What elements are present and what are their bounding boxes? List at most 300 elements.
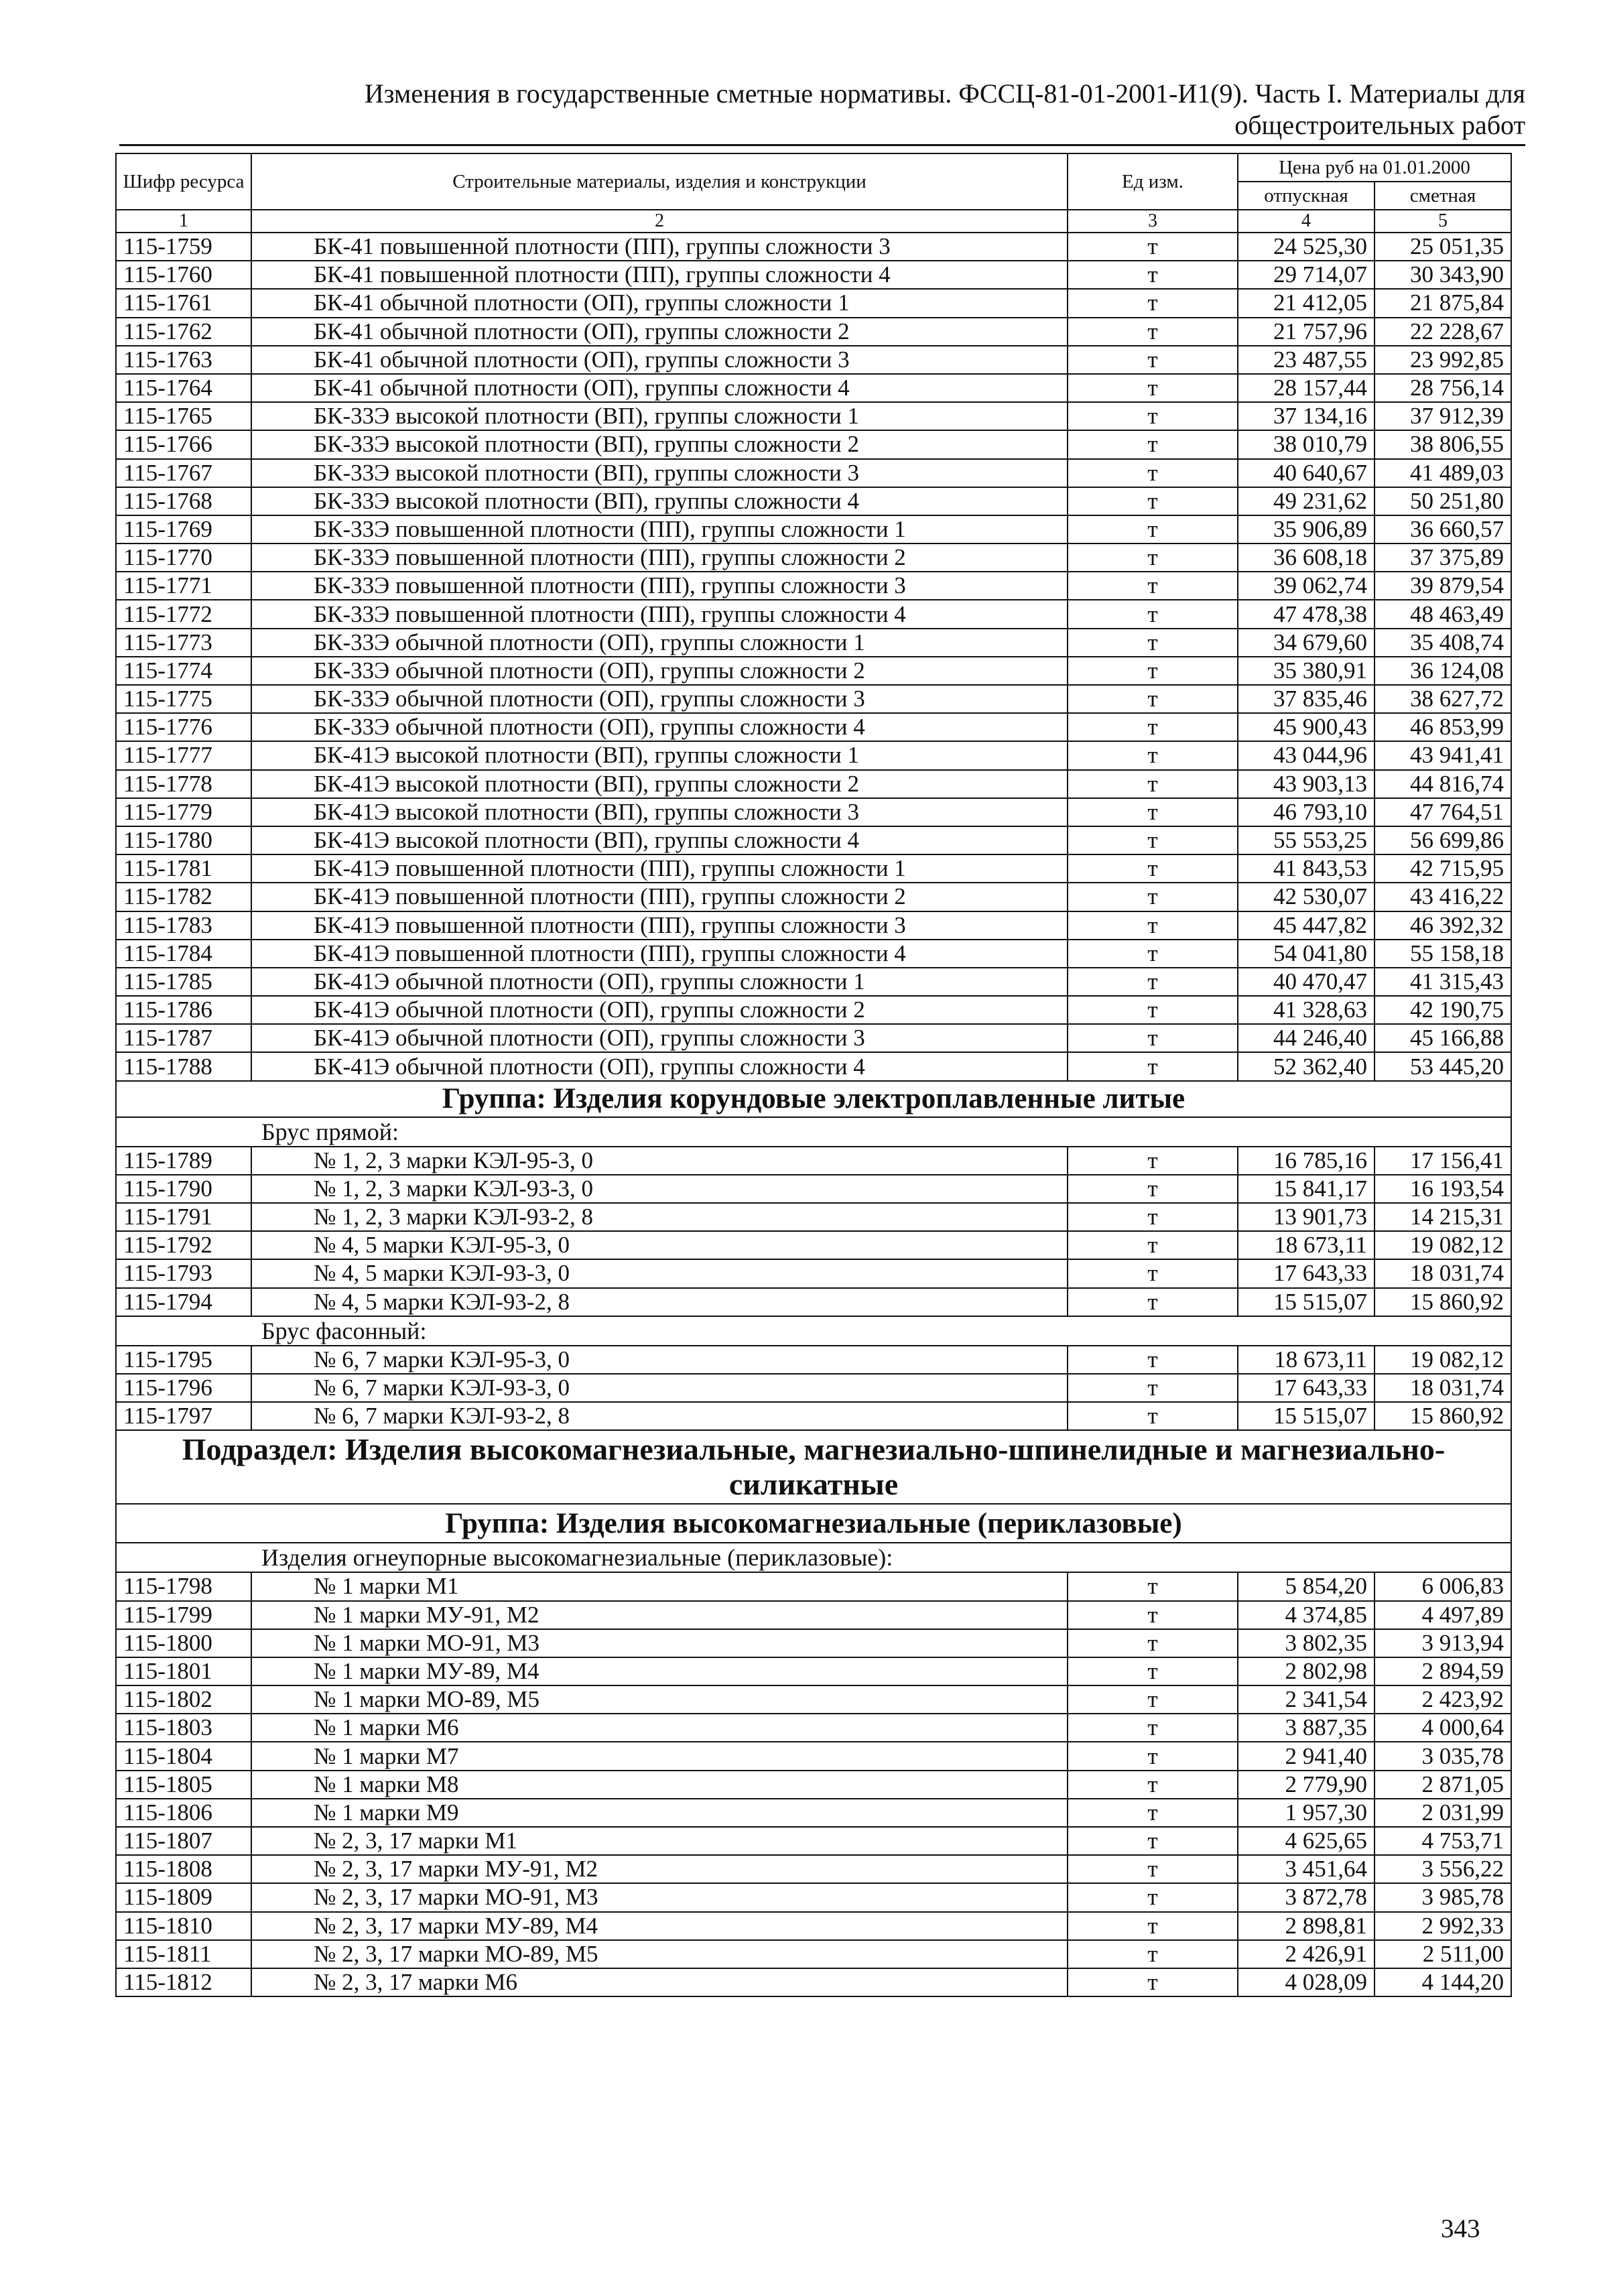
cell-name: БК-41Э обычной плотности (ОП), группы сложности 1: [251, 968, 1068, 996]
cell-release: 4 028,09: [1238, 1968, 1374, 1996]
cell-code: 115-1791: [116, 1203, 251, 1231]
cell-code: 115-1766: [116, 430, 251, 458]
cell-code: 115-1806: [116, 1799, 251, 1827]
table-row: [116, 1259, 1511, 1287]
table-row: [116, 515, 1511, 544]
cell-estimate: 36 660,57: [1374, 515, 1511, 544]
cell-estimate: 44 816,74: [1374, 770, 1511, 798]
cell-unit: т: [1068, 826, 1238, 854]
cell-name: № 1 марки МО-91, М3: [251, 1629, 1068, 1657]
cell-name: БК-33Э повышенной плотности (ПП), группы сложности 2: [251, 544, 1068, 572]
cell-release: 23 487,55: [1238, 346, 1374, 374]
cell-code: 115-1784: [116, 940, 251, 968]
cell-name: № 1 марки М1: [251, 1572, 1068, 1600]
cell-estimate: 14 215,31: [1374, 1203, 1511, 1231]
cell-name: № 1, 2, 3 марки КЭЛ-93-3, 0: [251, 1175, 1068, 1203]
table-row: [116, 1572, 1511, 1600]
table-row: [116, 1231, 1511, 1259]
cell-code: 115-1761: [116, 289, 251, 317]
cell-name: БК-33Э высокой плотности (ВП), группы сложности 4: [251, 487, 1068, 515]
cell-release: 15 515,07: [1238, 1288, 1374, 1316]
table-row: [116, 1771, 1511, 1799]
cell-name: № 1, 2, 3 марки КЭЛ-93-2, 8: [251, 1203, 1068, 1231]
cell-estimate: 4 753,71: [1374, 1827, 1511, 1855]
cell-estimate: 2 871,05: [1374, 1771, 1511, 1799]
cell-release: 47 478,38: [1238, 600, 1374, 628]
cell-release: 49 231,62: [1238, 487, 1374, 515]
cell-code: 115-1808: [116, 1855, 251, 1883]
table-row: [116, 826, 1511, 854]
cell-estimate: 38 806,55: [1374, 430, 1511, 458]
cell-name: БК-41 обычной плотности (ОП), группы сложности 2: [251, 318, 1068, 346]
table-row: [116, 1742, 1511, 1770]
cell-estimate: 19 082,12: [1374, 1346, 1511, 1374]
col-header-code-text: Шифр ресурса: [123, 171, 245, 192]
cell-code: 115-1763: [116, 346, 251, 374]
cell-unit: т: [1068, 1855, 1238, 1883]
cell-unit: т: [1068, 1402, 1238, 1430]
cell-name: № 2, 3, 17 марки МУ-91, М2: [251, 1855, 1068, 1883]
table-row: [116, 233, 1511, 261]
cell-unit: т: [1068, 1024, 1238, 1052]
cell-release: 40 640,67: [1238, 459, 1374, 487]
cell-code: 115-1776: [116, 713, 251, 741]
cell-release: 41 843,53: [1238, 854, 1374, 883]
cell-estimate: 42 715,95: [1374, 854, 1511, 883]
cell-unit: т: [1068, 1799, 1238, 1827]
subgroup-heading: Изделия огнеупорные высокомагнезиальные (периклазовые):: [116, 1543, 1511, 1572]
cell-release: 52 362,40: [1238, 1052, 1374, 1080]
column-numbers-row: [116, 210, 1511, 233]
cell-code: 115-1789: [116, 1147, 251, 1175]
cell-estimate: 22 228,67: [1374, 318, 1511, 346]
cell-code: 115-1797: [116, 1402, 251, 1430]
cell-unit: т: [1068, 1657, 1238, 1685]
cell-unit: т: [1068, 911, 1238, 940]
cell-name: БК-41 повышенной плотности (ПП), группы сложности 4: [251, 261, 1068, 289]
cell-release: 36 608,18: [1238, 544, 1374, 572]
cell-release: 24 525,30: [1238, 233, 1374, 261]
cell-code: 115-1759: [116, 233, 251, 261]
cell-estimate: 39 879,54: [1374, 572, 1511, 600]
cell-release: 17 643,33: [1238, 1374, 1374, 1402]
cell-name: БК-41Э высокой плотности (ВП), группы сложности 2: [251, 770, 1068, 798]
cell-estimate: 2 031,99: [1374, 1799, 1511, 1827]
cell-unit: т: [1068, 318, 1238, 346]
cell-estimate: 2 511,00: [1374, 1940, 1511, 1968]
cell-name: № 4, 5 марки КЭЛ-93-2, 8: [251, 1288, 1068, 1316]
col-header-price-group: Цена руб на 01.01.2000: [1238, 153, 1511, 182]
cell-unit: т: [1068, 996, 1238, 1024]
cell-name: № 2, 3, 17 марки МО-89, М5: [251, 1940, 1068, 1968]
table-row: [116, 629, 1511, 657]
cell-release: 18 673,11: [1238, 1346, 1374, 1374]
cell-release: 3 451,64: [1238, 1855, 1374, 1883]
table-row: [116, 657, 1511, 685]
cell-unit: т: [1068, 1685, 1238, 1714]
cell-estimate: 46 392,32: [1374, 911, 1511, 940]
cell-release: 37 835,46: [1238, 685, 1374, 713]
cell-code: 115-1769: [116, 515, 251, 544]
table-row: [116, 854, 1511, 883]
cell-code: 115-1770: [116, 544, 251, 572]
header-rule: [119, 144, 1525, 146]
table-row: [116, 459, 1511, 487]
cell-release: 2 341,54: [1238, 1685, 1374, 1714]
cell-unit: т: [1068, 770, 1238, 798]
cell-estimate: 6 006,83: [1374, 1572, 1511, 1600]
cell-unit: т: [1068, 430, 1238, 458]
cell-release: 4 374,85: [1238, 1601, 1374, 1629]
cell-estimate: 37 375,89: [1374, 544, 1511, 572]
cell-release: 2 426,91: [1238, 1940, 1374, 1968]
cell-unit: т: [1068, 515, 1238, 544]
cell-code: 115-1760: [116, 261, 251, 289]
cell-code: 115-1762: [116, 318, 251, 346]
cell-estimate: 3 035,78: [1374, 1742, 1511, 1770]
cell-name: БК-33Э повышенной плотности (ПП), группы сложности 4: [251, 600, 1068, 628]
cell-estimate: 3 985,78: [1374, 1883, 1511, 1911]
cell-estimate: 2 992,33: [1374, 1912, 1511, 1940]
cell-release: 21 757,96: [1238, 318, 1374, 346]
cell-code: 115-1802: [116, 1685, 251, 1714]
col-header-code: [116, 153, 251, 210]
cell-estimate: 47 764,51: [1374, 798, 1511, 826]
subgroup-heading-row: [116, 1543, 1511, 1572]
table-row: [116, 544, 1511, 572]
cell-code: 115-1809: [116, 1883, 251, 1911]
col-header-name: Строительные материалы, изделия и конструкции: [251, 153, 1068, 210]
cell-code: 115-1799: [116, 1601, 251, 1629]
cell-estimate: 45 166,88: [1374, 1024, 1511, 1052]
cell-estimate: 41 489,03: [1374, 459, 1511, 487]
cell-code: 115-1805: [116, 1771, 251, 1799]
cell-unit: т: [1068, 1771, 1238, 1799]
table-row: [116, 1827, 1511, 1855]
section-heading-row: [116, 1430, 1511, 1504]
cell-code: 115-1792: [116, 1231, 251, 1259]
cell-name: № 6, 7 марки КЭЛ-95-3, 0: [251, 1346, 1068, 1374]
table-row: [116, 1203, 1511, 1231]
cell-name: БК-33Э высокой плотности (ВП), группы сложности 1: [251, 402, 1068, 430]
cell-name: БК-33Э высокой плотности (ВП), группы сложности 3: [251, 459, 1068, 487]
cell-estimate: 28 756,14: [1374, 374, 1511, 402]
cell-name: № 1 марки МУ-89, М4: [251, 1657, 1068, 1685]
cell-estimate: 53 445,20: [1374, 1052, 1511, 1080]
cell-release: 17 643,33: [1238, 1259, 1374, 1287]
group-heading: Группа: Изделия высокомагнезиальные (периклазовые): [116, 1504, 1511, 1543]
table-row: [116, 1052, 1511, 1080]
cell-unit: т: [1068, 940, 1238, 968]
cell-code: 115-1811: [116, 1940, 251, 1968]
cell-release: 34 679,60: [1238, 629, 1374, 657]
cell-name: БК-41Э обычной плотности (ОП), группы сложности 4: [251, 1052, 1068, 1080]
cell-name: БК-41Э повышенной плотности (ПП), группы сложности 1: [251, 854, 1068, 883]
cell-code: 115-1790: [116, 1175, 251, 1203]
cell-release: 3 887,35: [1238, 1714, 1374, 1742]
cell-code: 115-1781: [116, 854, 251, 883]
cell-release: 39 062,74: [1238, 572, 1374, 600]
cell-unit: т: [1068, 1883, 1238, 1911]
cell-name: № 4, 5 марки КЭЛ-93-3, 0: [251, 1259, 1068, 1287]
table-row: [116, 940, 1511, 968]
table-row: [116, 1147, 1511, 1175]
table-row: [116, 1629, 1511, 1657]
cell-estimate: 41 315,43: [1374, 968, 1511, 996]
cell-name: БК-33Э обычной плотности (ОП), группы сложности 2: [251, 657, 1068, 685]
cell-code: 115-1780: [116, 826, 251, 854]
cell-estimate: 46 853,99: [1374, 713, 1511, 741]
cell-estimate: 17 156,41: [1374, 1147, 1511, 1175]
cell-code: 115-1798: [116, 1572, 251, 1600]
cell-release: 37 134,16: [1238, 402, 1374, 430]
cell-unit: т: [1068, 1742, 1238, 1770]
cell-code: 115-1773: [116, 629, 251, 657]
cell-name: БК-41 повышенной плотности (ПП), группы сложности 3: [251, 233, 1068, 261]
table-row: [116, 1883, 1511, 1911]
group-heading-row: [116, 1504, 1511, 1543]
column-number: 5: [1374, 210, 1511, 233]
cell-unit: т: [1068, 1052, 1238, 1080]
page-number: 343: [1441, 2214, 1480, 2243]
cell-unit: т: [1068, 402, 1238, 430]
table-row: [116, 1601, 1511, 1629]
cell-unit: т: [1068, 1827, 1238, 1855]
cell-code: 115-1804: [116, 1742, 251, 1770]
cell-code: 115-1803: [116, 1714, 251, 1742]
cell-estimate: 48 463,49: [1374, 600, 1511, 628]
table-row: [116, 430, 1511, 458]
cell-estimate: 3 556,22: [1374, 1855, 1511, 1883]
cell-release: 2 802,98: [1238, 1657, 1374, 1685]
cell-unit: т: [1068, 968, 1238, 996]
cell-code: 115-1794: [116, 1288, 251, 1316]
table-row: [116, 1374, 1511, 1402]
table-row: [116, 346, 1511, 374]
cell-release: 29 714,07: [1238, 261, 1374, 289]
cell-name: БК-33Э высокой плотности (ВП), группы сложности 2: [251, 430, 1068, 458]
cell-unit: т: [1068, 1346, 1238, 1374]
cell-estimate: 43 941,41: [1374, 741, 1511, 769]
cell-release: 45 900,43: [1238, 713, 1374, 741]
cell-estimate: 3 913,94: [1374, 1629, 1511, 1657]
cell-unit: т: [1068, 289, 1238, 317]
cell-name: № 6, 7 марки КЭЛ-93-3, 0: [251, 1374, 1068, 1402]
table-row: [116, 572, 1511, 600]
cell-unit: т: [1068, 261, 1238, 289]
cell-name: БК-41Э повышенной плотности (ПП), группы сложности 4: [251, 940, 1068, 968]
cell-release: 41 328,63: [1238, 996, 1374, 1024]
cell-code: 115-1778: [116, 770, 251, 798]
table-row: [116, 1940, 1511, 1968]
cell-estimate: 4 497,89: [1374, 1601, 1511, 1629]
cell-name: № 1 марки М6: [251, 1714, 1068, 1742]
cell-code: 115-1812: [116, 1968, 251, 1996]
cell-release: 43 044,96: [1238, 741, 1374, 769]
cell-name: БК-33Э повышенной плотности (ПП), группы сложности 3: [251, 572, 1068, 600]
cell-unit: т: [1068, 1968, 1238, 1996]
cell-estimate: 36 124,08: [1374, 657, 1511, 685]
table-row: [116, 968, 1511, 996]
table-row: [116, 911, 1511, 940]
table-row: [116, 798, 1511, 826]
cell-release: 18 673,11: [1238, 1231, 1374, 1259]
header-line-1: Изменения в государственные сметные нормативы. ФССЦ-81-01-2001-И1(9). Часть I. Материалы для: [364, 78, 1525, 109]
column-number: 1: [116, 210, 251, 233]
cell-code: 115-1783: [116, 911, 251, 940]
cell-code: 115-1785: [116, 968, 251, 996]
cell-name: БК-41 обычной плотности (ОП), группы сложности 1: [251, 289, 1068, 317]
table-row: [116, 1968, 1511, 1996]
table-row: [116, 289, 1511, 317]
cell-unit: т: [1068, 1259, 1238, 1287]
cell-name: № 6, 7 марки КЭЛ-93-2, 8: [251, 1402, 1068, 1430]
cell-name: БК-41Э высокой плотности (ВП), группы сложности 4: [251, 826, 1068, 854]
subgroup-heading-row: [116, 1117, 1511, 1147]
cell-name: № 2, 3, 17 марки МО-91, М3: [251, 1883, 1068, 1911]
table-row: [116, 883, 1511, 911]
cell-release: 16 785,16: [1238, 1147, 1374, 1175]
table-row: [116, 1799, 1511, 1827]
cell-estimate: 4 144,20: [1374, 1968, 1511, 1996]
cell-unit: т: [1068, 1374, 1238, 1402]
table-row: [116, 318, 1511, 346]
cell-unit: т: [1068, 1601, 1238, 1629]
cell-estimate: 18 031,74: [1374, 1259, 1511, 1287]
cell-code: 115-1765: [116, 402, 251, 430]
cell-unit: т: [1068, 1572, 1238, 1600]
table-row: [116, 1855, 1511, 1883]
cell-unit: т: [1068, 1231, 1238, 1259]
cell-unit: т: [1068, 233, 1238, 261]
cell-code: 115-1774: [116, 657, 251, 685]
cell-release: 42 530,07: [1238, 883, 1374, 911]
cell-release: 5 854,20: [1238, 1572, 1374, 1600]
cell-estimate: 18 031,74: [1374, 1374, 1511, 1402]
cell-estimate: 35 408,74: [1374, 629, 1511, 657]
cell-code: 115-1767: [116, 459, 251, 487]
subgroup-heading-row: [116, 1316, 1511, 1346]
cell-code: 115-1795: [116, 1346, 251, 1374]
column-number: 3: [1068, 210, 1238, 233]
col-header-unit: [1068, 153, 1238, 210]
table-row: [116, 770, 1511, 798]
cell-estimate: 56 699,86: [1374, 826, 1511, 854]
table-row: [116, 1685, 1511, 1714]
cell-estimate: 21 875,84: [1374, 289, 1511, 317]
table-row: [116, 1657, 1511, 1685]
cell-release: 45 447,82: [1238, 911, 1374, 940]
subgroup-heading: Брус фасонный:: [116, 1316, 1511, 1346]
cell-estimate: 38 627,72: [1374, 685, 1511, 713]
cell-code: 115-1796: [116, 1374, 251, 1402]
cell-release: 35 906,89: [1238, 515, 1374, 544]
col-header-release: отпускная: [1238, 182, 1374, 210]
table-row: [116, 1175, 1511, 1203]
cell-code: 115-1779: [116, 798, 251, 826]
subgroup-heading: Брус прямой:: [116, 1117, 1511, 1147]
cell-unit: т: [1068, 685, 1238, 713]
cell-code: 115-1777: [116, 741, 251, 769]
table-row: [116, 1912, 1511, 1940]
cell-unit: т: [1068, 487, 1238, 515]
cell-estimate: 4 000,64: [1374, 1714, 1511, 1742]
cell-code: 115-1786: [116, 996, 251, 1024]
cell-code: 115-1782: [116, 883, 251, 911]
cell-release: 43 903,13: [1238, 770, 1374, 798]
column-number: 2: [251, 210, 1068, 233]
group-heading-row: [116, 1081, 1511, 1117]
cell-estimate: 50 251,80: [1374, 487, 1511, 515]
table-row: [116, 261, 1511, 289]
cell-estimate: 42 190,75: [1374, 996, 1511, 1024]
cell-unit: т: [1068, 1288, 1238, 1316]
cell-release: 1 957,30: [1238, 1799, 1374, 1827]
cell-release: 2 941,40: [1238, 1742, 1374, 1770]
cell-code: 115-1768: [116, 487, 251, 515]
cell-release: 13 901,73: [1238, 1203, 1374, 1231]
cell-unit: т: [1068, 883, 1238, 911]
cell-estimate: 15 860,92: [1374, 1402, 1511, 1430]
cell-release: 40 470,47: [1238, 968, 1374, 996]
cell-code: 115-1801: [116, 1657, 251, 1685]
table-row: [116, 600, 1511, 628]
cell-unit: т: [1068, 1629, 1238, 1657]
cell-code: 115-1775: [116, 685, 251, 713]
cell-release: 28 157,44: [1238, 374, 1374, 402]
cell-name: БК-41Э повышенной плотности (ПП), группы сложности 3: [251, 911, 1068, 940]
header-line-2: общестроительных работ: [1234, 110, 1525, 140]
cell-name: № 4, 5 марки КЭЛ-95-3, 0: [251, 1231, 1068, 1259]
cell-code: 115-1793: [116, 1259, 251, 1287]
cell-unit: т: [1068, 713, 1238, 741]
cell-release: 54 041,80: [1238, 940, 1374, 968]
cell-name: № 1 марки МО-89, М5: [251, 1685, 1068, 1714]
cell-unit: т: [1068, 1714, 1238, 1742]
cell-name: БК-33Э обычной плотности (ОП), группы сложности 3: [251, 685, 1068, 713]
table-row: [116, 1714, 1511, 1742]
cell-unit: т: [1068, 1203, 1238, 1231]
price-table: [115, 153, 1512, 1997]
cell-estimate: 43 416,22: [1374, 883, 1511, 911]
cell-release: 4 625,65: [1238, 1827, 1374, 1855]
cell-release: 2 898,81: [1238, 1912, 1374, 1940]
cell-release: 15 841,17: [1238, 1175, 1374, 1203]
table-row: [116, 741, 1511, 769]
cell-estimate: 55 158,18: [1374, 940, 1511, 968]
cell-release: 55 553,25: [1238, 826, 1374, 854]
cell-unit: т: [1068, 1940, 1238, 1968]
cell-unit: т: [1068, 346, 1238, 374]
table-row: [116, 685, 1511, 713]
table-row: [116, 1024, 1511, 1052]
cell-name: БК-41 обычной плотности (ОП), группы сложности 3: [251, 346, 1068, 374]
cell-name: № 2, 3, 17 марки М6: [251, 1968, 1068, 1996]
cell-unit: т: [1068, 1175, 1238, 1203]
cell-code: 115-1772: [116, 600, 251, 628]
table-row: [116, 713, 1511, 741]
cell-unit: т: [1068, 741, 1238, 769]
cell-name: БК-41Э обычной плотности (ОП), группы сложности 3: [251, 1024, 1068, 1052]
cell-name: БК-33Э обычной плотности (ОП), группы сложности 1: [251, 629, 1068, 657]
cell-release: 35 380,91: [1238, 657, 1374, 685]
cell-name: № 1 марки М7: [251, 1742, 1068, 1770]
cell-code: 115-1788: [116, 1052, 251, 1080]
cell-code: 115-1810: [116, 1912, 251, 1940]
cell-estimate: 37 912,39: [1374, 402, 1511, 430]
cell-estimate: 2 894,59: [1374, 1657, 1511, 1685]
cell-release: 46 793,10: [1238, 798, 1374, 826]
